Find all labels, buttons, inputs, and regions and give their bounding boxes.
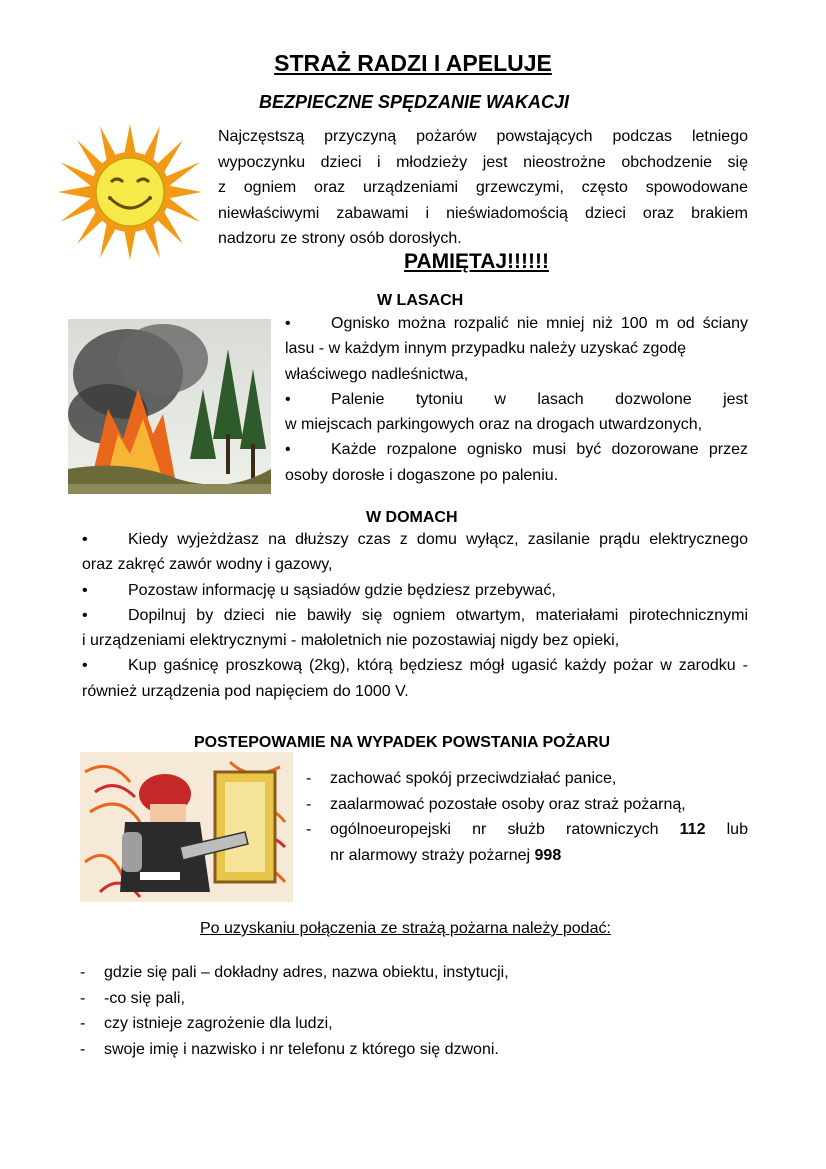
homes-list: • Kiedy wyjeżdżasz na dłuższy czas z domu wyłącz, zasilanie prądu elektrycznego oraz zakręć zawór wodny i gazowy, • Pozostaw informację u sąsiadów gdzie będziesz przebywać, • Dopilnuj by dzieci nie bawiły się ogniem otwartym, materiałami pirotechnicznymi i urządzeniami elektrycznymi - małoletnich nie pozostawiaj nigdy bez opieki, • Kup gaśnicę proszkową (2kg), którą będziesz mógł ugasić każdy pożar w zarodku - również urządzenia pod napięciem do 1000 V. [82, 527, 748, 704]
homes-heading: W DOMACH [366, 509, 458, 526]
fire-procedure-list: - zachować spokój przeciwdziałać panice, - zaalarmować pozostałe osoby oraz straż pożarną, - ogólnoeuropejski nr służb ratowniczych 112 lub nr alarmowy straży pożarnej 998 [306, 766, 748, 868]
forest-heading: W LASACH [377, 292, 464, 309]
list-item: • Każde rozpalone ognisko musi być dozorowane przez [285, 441, 748, 459]
firefighter-drawing [80, 752, 293, 902]
list-item: • Ognisko można rozpalić nie mniej niż 100 m od ściany [285, 315, 748, 332]
page-subtitle: BEZPIECZNE SPĘDZANIE WAKACJI [258, 92, 570, 112]
list-item: • Kiedy wyjeżdżasz na dłuższy czas z domu wyłącz, zasilanie prądu elektrycznego [82, 531, 748, 548]
intro-line: niewłaściwymi zabawami i nieświadomością dzieci oraz brakiem [218, 204, 748, 222]
list-item: - czy istnieje zagrożenie dla ludzi, [80, 1015, 333, 1033]
fire-heading: POSTEPOWAMIE NA WYPADEK POWSTANIA POŻARU [194, 734, 611, 751]
list-item: • Dopilnuj by dzieci nie bawiły się ogniem otwartym, materiałami pirotechnicznymi [82, 606, 748, 624]
list-item: - zachować spokój przeciwdziałać panice, [306, 770, 617, 787]
sun-illustration [55, 122, 205, 262]
list-item: - zaalarmować pozostałe osoby oraz straż pożarną, [306, 795, 686, 813]
intro-line: wypoczynku dzieci i młodzieży jest nieostrożne obchodzenie się [218, 153, 748, 171]
call-heading: Po uzyskaniu połączenia ze strażą pożarna należy podać: [200, 920, 611, 937]
list-item: - gdzie się pali – dokładny adres, nazwa obiektu, instytucji, [80, 964, 509, 981]
intro-line: z ogniem oraz urządzeniami grzewczymi, często spowodowane [218, 179, 748, 196]
list-item: - ogólnoeuropejski nr służb ratowniczych 112 lub [306, 821, 748, 838]
intro-paragraph [218, 124, 748, 252]
fire-brigade-number-998: 998 [534, 846, 562, 864]
forest-list: • Ognisko można rozpalić nie mniej niż 100 m od ściany lasu - w każdym innym przypadku należy uzyskać zgodę właściwego nadleśnictwa, • Palenie tytoniu w lasach dozwolone jest w miejscach parkingowych oraz na drogach utwardzonych, • Każde rozpalone ognisko musi być dozorowane przez osoby dorosłe i dogaszone po paleniu. [285, 311, 748, 488]
intro-line: Najczęstszą przyczyną pożarów powstających podczas letniego [218, 128, 748, 145]
list-item: - -co się pali, [80, 989, 185, 1007]
list-item: • Kup gaśnicę proszkową (2kg), którą będziesz mógł ugasić każdy pożar w zarodku - [82, 657, 748, 675]
forest-fire-image [68, 319, 271, 494]
list-item: - swoje imię i nazwisko i nr telefonu z którego się dzwoni. [80, 1041, 499, 1059]
intro-line: nadzoru ze strony osób dorosłych. [218, 230, 462, 247]
list-item: • Pozostaw informację u sąsiadów gdzie będziesz przebywać, [82, 581, 556, 599]
call-info-list [80, 960, 748, 1063]
emergency-number-112: 112 [679, 821, 706, 838]
sun-face [96, 158, 164, 226]
remember-heading: PAMIĘTAJ!!!!!! [404, 250, 550, 273]
page-title: STRAŻ RADZI I APELUJE [274, 50, 552, 76]
list-item: • Palenie tytoniu w lasach dozwolone jest [285, 390, 748, 408]
